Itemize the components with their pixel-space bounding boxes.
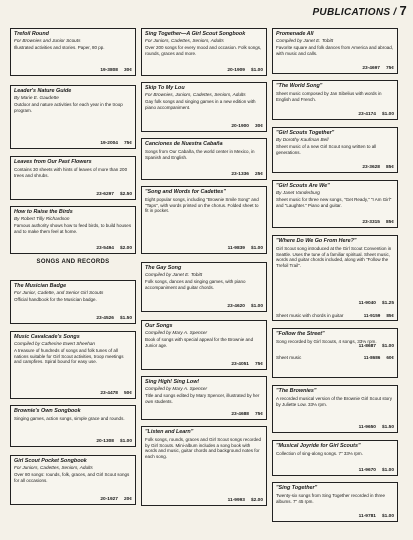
item-description: Title and songs edited by Mary Spencer, illustrated by her own students. [145, 393, 260, 404]
item-description: Eight popular songs, including "Brownie Smile Song" and "Taps", with words printed on the chorus. Folded sheet to fit in pocket. [145, 197, 259, 214]
item-code: 23-6297 [96, 192, 114, 197]
item-code: 11-9839 [227, 246, 245, 251]
item-footer [145, 304, 263, 309]
item-description: Song recorded by Girl Scouts, 4 songs, 33⅓ rpm. [276, 339, 377, 344]
item-footer [145, 172, 263, 177]
item-price: $1.00 [381, 112, 394, 117]
item-description: Songs from Our Cabaña, the world center in Mexico, in Spanish and English. [145, 149, 255, 160]
item-pocket-songbook [10, 455, 136, 505]
item-description: Favorite square and folk dances from America and abroad, with music and calls. [276, 45, 394, 56]
item-description: Folk songs, dances and singing games, with piano accompaniment and guitar chords. [145, 279, 246, 290]
item-price: $1.25 [381, 301, 394, 306]
item-title: How to Raise the Birds [14, 209, 73, 215]
item-code: 23-4688 [231, 412, 249, 417]
item-footer [276, 425, 394, 430]
item-author: Compiled by Mary A. Spencer [145, 386, 208, 391]
item-code: 11-9781 [358, 514, 376, 519]
item-sing-high [141, 376, 267, 420]
item-description: Contains 30 sheets with hints of leaves of more than 200 trees and shrubs. [14, 167, 128, 178]
item-description: Collection of sing-along songs. 7" 33⅓ rpm. [276, 451, 363, 456]
item-footer [14, 316, 132, 321]
item-price: 75¢ [254, 362, 263, 367]
item-price: 75¢ [123, 141, 132, 146]
item-price: $2.50 [119, 192, 132, 197]
item-girl-scouts-together [272, 127, 398, 173]
item-price: $2.00 [250, 498, 263, 503]
item-description: Famous authority shows how to feed birds, to build houses and to make them feel at home. [14, 223, 132, 234]
item-title: Leaves from Our Past Flowers [14, 159, 92, 165]
item-description: Gay folk songs and singing games in a new edition with piano accompaniment. [145, 99, 256, 110]
item-footer [145, 246, 263, 251]
item-code: 20-1909 [227, 68, 245, 73]
page-number: 7 [399, 3, 407, 18]
item-footer [145, 362, 263, 367]
item-code: 23-1336 [231, 172, 249, 177]
item-title: "Girl Scouts Together" [276, 130, 335, 136]
item-author: For Juniors, Cadettes, Seniors, Adults [145, 38, 224, 43]
item-where-do-we-go [272, 235, 398, 321]
item-price: $2.00 [119, 246, 132, 251]
item-title: Promenade All [276, 31, 314, 37]
item-price: 75¢ [385, 66, 394, 71]
item-footer [145, 124, 263, 129]
item-brownie-songbook [10, 405, 136, 447]
item-code: 11-8686 [363, 355, 381, 360]
item-description: Illustrated activities and stories. Paper, 80 pp. [14, 45, 105, 50]
item-title: Sing High! Sing Low! [145, 379, 200, 385]
item-skip-to-my-lou [141, 82, 267, 132]
item-footer [276, 514, 394, 519]
item-description: Official handbook for the Musician badge. [14, 297, 97, 302]
item-title: "Song and Words for Cadettes" [145, 189, 226, 195]
item-leaders-guide [10, 85, 136, 149]
item-footer [14, 439, 132, 444]
item-code: 11-9650 [358, 425, 376, 430]
item-world-song [272, 80, 398, 120]
item-code: 23-4526 [96, 316, 114, 321]
item-price: 50¢ [123, 391, 132, 396]
item-girl-scouts-are-we [272, 180, 398, 228]
item-author: By Dorothy Kaufman Bell [276, 137, 329, 142]
item-description: Singing games, action songs, simple grace and rounds. [14, 416, 125, 421]
item-code: 23-4174 [358, 112, 376, 117]
item-footer [276, 220, 394, 225]
item-price: 85¢ [386, 313, 394, 318]
item-description: Sheet music with chords in guitar [276, 313, 344, 318]
item-code: 11-9040 [358, 301, 376, 306]
item-description: A treasure of hundreds of songs and folk tunes of all nations suitable for Girl Scout activities, troop meetings and campfires. Spiral bound for easy use. [14, 348, 124, 365]
item-description: Twenty-six songs from Sing Together recorded in three albums. 7" 45 rpm. [276, 493, 385, 504]
item-footer [276, 66, 394, 71]
item-title: The Gay Song [145, 265, 182, 271]
item-code: 23-4697 [362, 66, 380, 71]
item-author: By Janet Vanderburg [276, 190, 320, 195]
item-code: 20-1927 [100, 497, 118, 502]
item-code: 11-9670 [358, 468, 376, 473]
item-price: $1.00 [250, 246, 263, 251]
header-title: PUBLICATIONS / [312, 7, 397, 18]
item-description: Girl Scout song introduced at the Girl Scout Convention in Seattle. Uses the tune of a familiar spiritual. Sheet music, words and guitar chords included, along with "Follow the Trefoil Trail". [276, 246, 392, 268]
item-price: 75¢ [254, 412, 263, 417]
item-price: 25¢ [254, 172, 263, 177]
item-description: A recorded musical version of the Brownie Girl Scout story by Juliette Low. 33⅓ rpm. [276, 396, 393, 407]
item-price: 85¢ [385, 220, 394, 225]
item-code: 23-4620 [227, 304, 245, 309]
item-price: $1.00 [250, 68, 263, 73]
item-musical-joyride [272, 440, 398, 476]
item-footer [276, 112, 394, 117]
item-description: Sheet music for three new songs, "Get Ready," "I Am Girl" and "Laughter." Piano and guitar. [276, 197, 392, 208]
item-footer [276, 165, 394, 170]
item-footer [14, 391, 132, 396]
item-author: Compiled by Janet E. Tobitt [145, 272, 203, 277]
item-price: 20¢ [123, 497, 132, 502]
item-music-cavalcade [10, 331, 136, 399]
item-author: Compiled by Janet E. Tobitt [276, 38, 334, 43]
item-our-songs [141, 320, 267, 370]
item-author: For Junior, Cadette, and Senior Girl Scouts [14, 290, 104, 295]
item-footer [14, 68, 132, 73]
item-author: For Brownies and Junior Scouts [14, 38, 81, 43]
item-footer-secondary [276, 313, 394, 318]
item-title: "Girl Scouts Are We" [276, 183, 330, 189]
item-code: 23-4478 [100, 391, 118, 396]
item-line [276, 355, 394, 360]
item-author: For Juniors, Cadettes, Seniors, Adults [14, 465, 93, 470]
item-author: Compiled by Catherine Ewert Sheehan [14, 341, 96, 346]
item-sing-together [141, 28, 267, 76]
item-footer [145, 68, 263, 73]
item-price: $1.00 [119, 439, 132, 444]
item-price: $1.00 [250, 304, 263, 309]
item-description: Outdoor and nature activities for each year in the troop program. [14, 102, 123, 113]
item-price: $1.50 [119, 316, 132, 321]
item-price: $1.00 [381, 468, 394, 473]
item-title: Trefoil Round [14, 31, 49, 37]
item-line [276, 344, 394, 349]
item-title: Our Songs [145, 323, 173, 329]
item-footer [14, 246, 132, 251]
item-code: 20-1900 [231, 124, 249, 129]
item-birds [10, 206, 136, 254]
item-trefoil-round [10, 28, 136, 76]
item-gay-song [141, 262, 267, 312]
item-sing-together-record [272, 482, 398, 522]
item-author: Compiled by Mary A. Spencer [145, 330, 208, 335]
section-heading-songs-records: SONGS AND RECORDS [36, 259, 110, 265]
item-line [276, 339, 394, 344]
item-title: Girl Scout Pocket Songbook [14, 458, 87, 464]
item-title: "Listen and Learn" [145, 429, 194, 435]
item-title: "Musical Joyride for Girl Scouts" [276, 443, 361, 449]
item-code: 23-5494 [96, 246, 114, 251]
item-code: 19-2004 [100, 141, 118, 146]
item-author: For Brownies, Juniors, Cadettes, Seniors, Adults [145, 92, 246, 97]
item-price: $1.50 [381, 425, 394, 430]
item-code: 23-4051 [231, 362, 249, 367]
item-title: The Musician Badge [14, 283, 67, 289]
item-song-and-words [141, 186, 267, 254]
item-footer [14, 141, 132, 146]
item-code: 23-3315 [362, 220, 380, 225]
item-description: Book of songs with special appeal for the Brownie and Junior age. [145, 337, 254, 348]
item-title: Skip To My Lou [145, 85, 185, 91]
item-title: "Sing Together" [276, 485, 318, 491]
item-the-brownies [272, 385, 398, 433]
item-price: $1.00 [381, 344, 394, 349]
item-code: 11-9159 [363, 313, 381, 318]
item-description: Over 200 songs for every mood and occasion. Folk songs, rounds, graces and more. [145, 45, 262, 56]
item-canciones [141, 138, 267, 180]
item-footer [14, 192, 132, 197]
item-author: By Marie E. Gaudette [14, 95, 59, 100]
item-promenade-all [272, 28, 398, 74]
item-code: 19-3808 [100, 68, 118, 73]
item-code: 11-8687 [358, 344, 376, 349]
item-title: Leader's Nature Guide [14, 88, 72, 94]
item-author: By Robert Tilly Richardson [14, 216, 70, 221]
item-footer [276, 301, 394, 306]
item-footer [145, 498, 263, 503]
item-description: Folk songs, rounds, graces and Girl Scout songs recorded by Girl Scouts. Mini-album includes a song book with words and music, guitar chords and background notes for each song. [145, 437, 262, 459]
item-title: Sing Together—A Girl Scout Songbook [145, 31, 246, 37]
item-title: "Follow the Street" [276, 331, 325, 337]
item-title: "Where Do We Go From Here?" [276, 238, 357, 244]
item-title: "The World Song" [276, 83, 323, 89]
item-footer [145, 412, 263, 417]
item-title: Canciones de Nuestra Cabaña [145, 141, 223, 147]
item-description: Over 80 songs: rounds, folk, graces, and Girl Scout songs for all occasions. [14, 472, 130, 483]
item-price: 85¢ [385, 165, 394, 170]
item-footer [276, 468, 394, 473]
item-price: $1.00 [381, 514, 394, 519]
item-title: Music Cavalcade's Songs [14, 334, 80, 340]
item-price: 30¢ [123, 68, 132, 73]
item-title: Brownie's Own Songbook [14, 408, 81, 414]
item-code: 23-3628 [362, 165, 380, 170]
item-listen-learn [141, 426, 267, 506]
item-footer [14, 497, 132, 502]
item-price: 60¢ [386, 355, 394, 360]
item-description: Sheet music [276, 355, 302, 360]
page-header [312, 3, 407, 18]
item-description: Sheet music composed by Jan Sibelius with words in English and French. [276, 91, 382, 102]
item-leaves [10, 156, 136, 200]
item-follow-the-street [272, 328, 398, 378]
item-musician-badge [10, 280, 136, 324]
item-code: 11-9993 [227, 498, 245, 503]
item-title: "The Brownies" [276, 388, 317, 394]
item-description: Sheet music of a new Girl Scout song written to all generations. [276, 144, 377, 155]
item-price: 30¢ [254, 124, 263, 129]
item-code: 20-1308 [96, 439, 114, 444]
